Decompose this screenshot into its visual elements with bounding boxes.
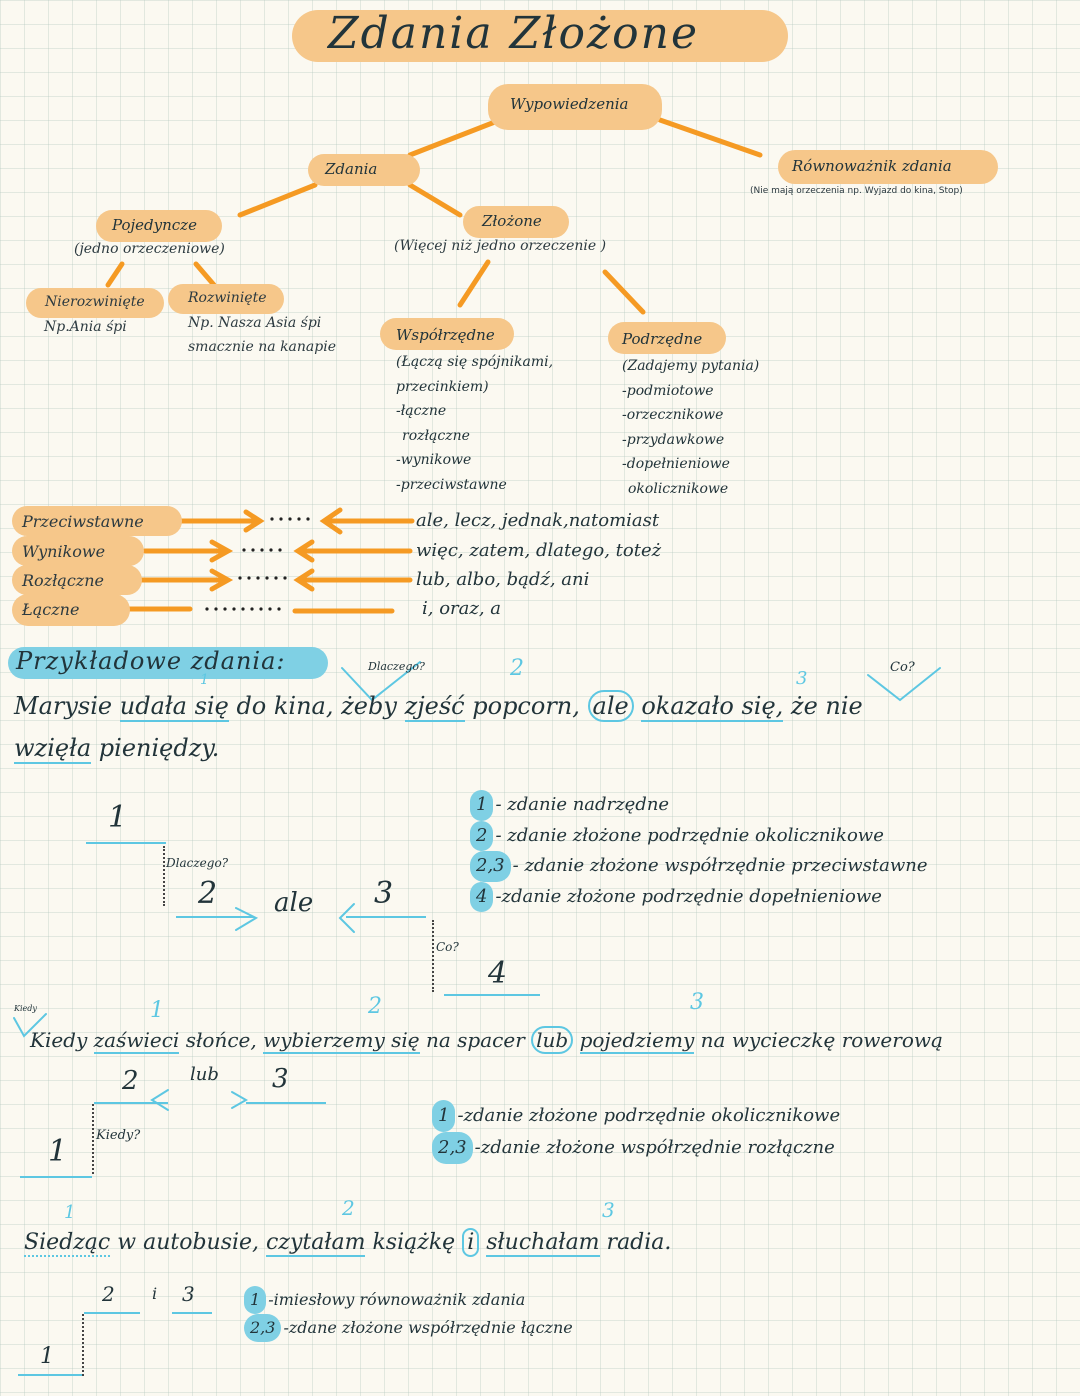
diagram1-q2: Co? [436,940,459,954]
diagram2-line3 [246,1102,326,1104]
wspolrzedne-item: (Łączą się spójnikami, [396,354,554,370]
word-conjunction: lub [531,1026,573,1054]
legend-num: 1 [244,1286,266,1314]
wspolrzedne-item: -przeciwstawne [396,476,507,493]
legend-text: -zdanie złożone podrzędnie okolicznikowe [457,1105,841,1126]
word: do kina, [236,692,334,720]
node-podrzedne: Podrzędne [622,330,703,348]
word: Kiedy [30,1028,88,1052]
word-conjunction: i [462,1228,479,1257]
legend-text: -zdanie złożone współrzędnie rozłączne [474,1137,835,1158]
diagram3-line1 [18,1374,82,1376]
legend-row [244,1286,573,1314]
rozwiniete-example-2: smacznie na kanapie [188,339,336,355]
legend-row [470,790,928,821]
s2-num-above-3: 3 [690,990,704,1015]
legend-text: - zdanie nadrzędne [495,794,670,815]
arrow-lub-3 [232,1092,246,1108]
word: na wycieczkę rowerową [700,1028,943,1052]
q-kiedy-small: Kiedy [14,1004,37,1013]
num-above-1: 1 [200,672,209,688]
word: Marysie [14,692,113,720]
diagram3-n2: 2 [102,1282,115,1306]
diagram2-vline [92,1104,94,1174]
diagram3-line2 [84,1312,140,1314]
word: radia. [606,1230,672,1255]
diagram1-n1: 1 [108,800,128,835]
word-conjunction: ale [588,690,634,722]
type-przeciwstawne: Przeciwstawne [22,512,144,531]
diagram2-q: Kiedy? [96,1128,141,1143]
line-zdania-pojedyncze [240,185,315,215]
word-predicate: okazało się, [641,692,784,720]
podrzedne-item: -dopełnieniowe [622,456,730,472]
node-rownowaznik: Równoważnik zdania [792,157,952,175]
word: pieniędzy. [98,734,220,762]
line-root-zdania [410,120,500,155]
wspolrzedne-item: -łączne [396,403,447,419]
legend-row [432,1132,840,1164]
diagram1-n3: 3 [374,876,394,911]
legend-text: -zdane złożone współrzędnie łączne [283,1318,573,1337]
s3-num-above-1: 1 [64,1202,76,1223]
node-pojedyncze: Pojedyncze [112,216,197,234]
pojedyncze-note: (jedno orzeczeniowe) [74,241,225,257]
nierozwiniete-example: Np.Ania śpi [44,319,127,335]
legend-row [470,821,928,852]
word: słońce, [185,1028,257,1052]
diagram3-conj: i [152,1284,158,1303]
node-zlozone: Złożone [482,212,542,230]
conj-words-wynikowe: więc, zatem, dlatego, toteż [416,540,662,561]
node-rozwiniete: Rozwinięte [188,290,267,306]
diagram3-line3 [172,1312,212,1314]
legend-row [470,851,928,882]
podrzedne-list [622,354,759,501]
rozwiniete-example-1: Np. Nasza Asia śpi [188,315,322,331]
legend-num: 1 [470,790,493,821]
legend-num: 2 [470,821,493,852]
word-predicate: udała się [119,692,229,720]
word-participle: Siedząc [24,1230,111,1255]
node-wypowiedzenia: Wypowiedzenia [510,95,629,113]
s3-num-above-2: 2 [342,1196,355,1220]
word-predicate: słuchałam [486,1230,600,1255]
diagram1-line4 [444,994,540,996]
legend-num: 1 [432,1100,455,1132]
diagram2-conj: lub [190,1064,219,1085]
sentence-3 [24,1230,671,1255]
diagram2-n3: 3 [272,1064,289,1094]
word-predicate: wzięła [14,734,92,762]
diagram2-line2 [94,1102,168,1104]
type-rozlaczne: Rozłączne [22,571,104,590]
diagram1-n4: 4 [488,956,508,991]
word: że nie [790,692,863,720]
sentence-1-line-2 [14,734,219,762]
wspolrzedne-item: przecinkiem) [396,378,489,395]
diagram1-vline2 [432,920,434,992]
diagram3-n1: 1 [40,1344,54,1369]
q-dlaczego: Dlaczego? [368,660,425,673]
num-above-2: 2 [510,656,524,681]
conj-words-rozlaczne: lub, albo, bądź, ani [416,569,590,590]
legend-2 [432,1100,840,1164]
wspolrzedne-list [396,350,553,497]
podrzedne-item: -przydawkowe [622,431,725,448]
word-predicate: wybierzemy się [263,1028,420,1052]
diagram1-conj: ale [274,888,314,918]
legend-1 [470,790,928,912]
line-pojedyncze-nierozwiniete [108,264,122,285]
word-predicate: pojedziemy [579,1028,695,1052]
word: w autobusie, [117,1230,260,1255]
line-zlozone-wspolrzedne [460,262,488,305]
conj-words-laczne: i, oraz, a [422,598,502,619]
examples-heading: Przykładowe zdania: [16,647,286,675]
word: na spacer [426,1028,525,1052]
legend-num: 4 [470,882,493,913]
legend-text: -zdanie złożone podrzędnie dopełnieniowe [495,885,882,907]
arrow-2-lub [152,1090,168,1110]
wspolrzedne-item: rozłączne [402,427,470,444]
line-zlozone-podrzedne [605,272,643,312]
legend-row [470,882,928,913]
podrzedne-item: okolicznikowe [628,480,729,497]
wspolrzedne-item: -wynikowe [396,452,472,468]
podrzedne-item: (Zadajemy pytania) [622,358,760,374]
word: książkę [372,1230,456,1255]
word: żeby [341,692,397,720]
legend-num: 2,3 [244,1314,281,1342]
diagram1-line3 [346,916,426,918]
diagram2-n2: 2 [122,1066,139,1096]
legend-text: - zdanie złożone podrzędnie okolicznikowe [495,824,884,846]
word-predicate: zjeść [404,692,465,720]
line-pojedyncze-rozwiniete [196,264,214,285]
diagram1-vline1 [163,846,165,906]
s2-num-above-2: 2 [368,994,382,1019]
node-zdania: Zdania [325,160,378,178]
diagram1-q1: Dlaczego? [166,856,229,870]
legend-text: - zdanie złożone współrzędnie przeciwstawne [512,855,928,876]
diagram2-line1 [20,1176,92,1178]
type-wynikowe: Wynikowe [22,542,106,561]
word-predicate: czytałam [266,1230,366,1255]
legend-num: 2,3 [432,1132,473,1164]
diagram2-n1: 1 [48,1134,68,1169]
s2-num-above-1: 1 [150,998,164,1023]
legend-row [432,1100,840,1132]
legend-text: -imiesłowy równoważnik zdania [268,1290,526,1309]
page-title: Zdania Złożone [328,8,699,59]
node-wspolrzedne: Współrzędne [396,326,495,344]
sentence-2 [30,1028,943,1052]
diagram1-line1 [86,842,166,844]
rownowaznik-note: (Nie mają orzeczenia np. Wyjazd do kina, Stop) [750,186,963,196]
arrow-2-ale [236,908,256,930]
word: popcorn, [472,692,580,720]
sentence-1-line-1 [14,692,863,720]
q-co: Co? [890,660,915,675]
word-predicate: zaświeci [93,1028,180,1052]
diagram1-n2: 2 [198,876,218,911]
legend-3 [244,1286,573,1342]
zlozone-note: (Więcej niż jedno orzeczenie ) [394,238,607,254]
type-laczne: Łączne [22,600,80,619]
conj-words-przeciwstawne: ale, lecz, jednak,natomiast [416,510,660,531]
diagram3-n3: 3 [182,1282,195,1306]
line-root-rownowaznik [660,120,760,155]
podrzedne-item: -orzecznikowe [622,407,724,423]
diagram1-line2 [176,916,254,918]
arrow-ale-3 [340,904,354,932]
podrzedne-item: -podmiotowe [622,382,714,399]
s3-num-above-3: 3 [602,1198,615,1222]
line-zdania-zlozone [410,185,460,215]
node-nierozwiniete: Nierozwinięte [45,294,145,310]
legend-row [244,1314,573,1342]
num-above-3: 3 [796,668,808,689]
legend-num: 2,3 [470,851,511,882]
diagram3-vline [82,1314,84,1376]
